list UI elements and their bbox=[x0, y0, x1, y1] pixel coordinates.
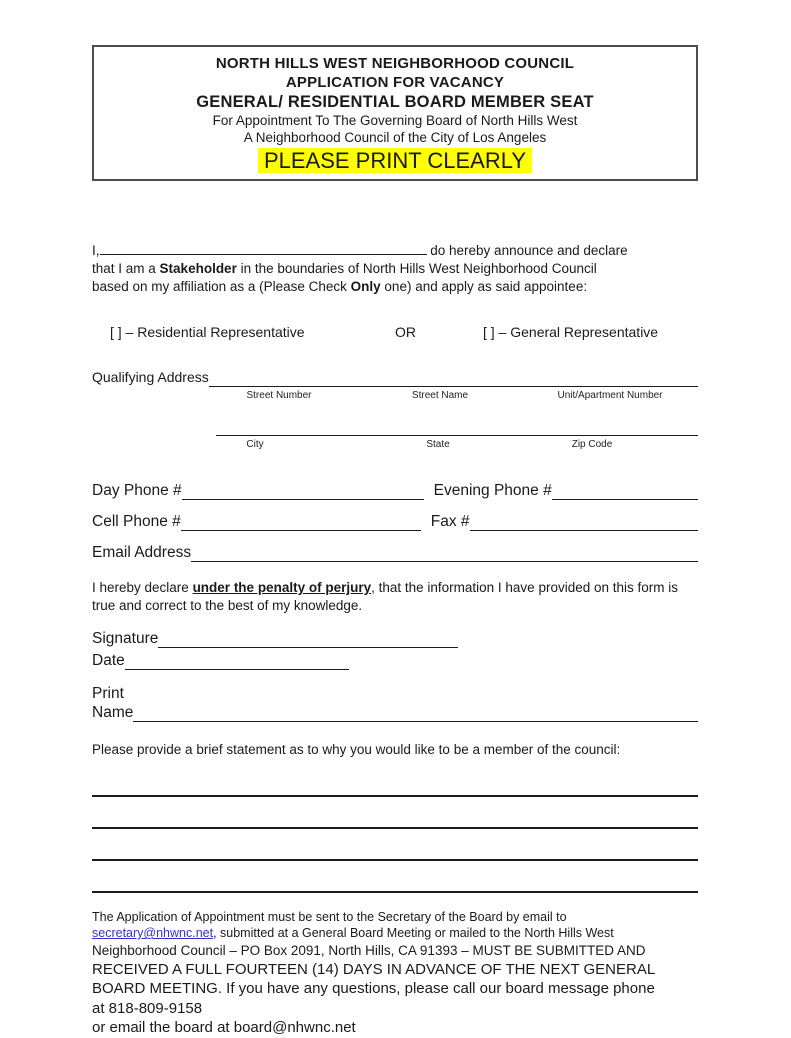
declaration-intro bbox=[92, 241, 698, 296]
statement-blank-line bbox=[92, 827, 698, 829]
cell-phone-label: Cell Phone # bbox=[92, 513, 181, 530]
evening-phone-blank bbox=[552, 495, 698, 500]
date-blank bbox=[125, 665, 349, 670]
applicant-name-blank bbox=[100, 241, 427, 255]
statement-prompt: Please provide a brief statement as to why you would like to be a member of the council: bbox=[92, 741, 621, 757]
only-bold: Only bbox=[350, 279, 381, 294]
signature-blank bbox=[158, 643, 458, 648]
signature-section bbox=[92, 629, 698, 722]
unit-apartment-caption: Unit/Apartment Number bbox=[557, 390, 663, 401]
statement-blank-line bbox=[92, 859, 698, 861]
perjury-pre: I hereby declare bbox=[92, 580, 193, 595]
residential-checkbox-option: [ ] – Residential Representative bbox=[110, 324, 305, 340]
qualifying-address-row2 bbox=[92, 430, 698, 436]
day-phone-label: Day Phone # bbox=[92, 482, 182, 499]
cell-phone-blank bbox=[181, 526, 421, 531]
form-title: APPLICATION FOR VACANCY bbox=[285, 74, 505, 91]
print-clearly-highlight: PLEASE PRINT CLEARLY bbox=[258, 148, 532, 173]
perjury-post: , that the information I have provided on this form is true and correct to the best of my knowledge. bbox=[92, 580, 679, 613]
fax-blank bbox=[470, 526, 698, 531]
instructions-line6: at 818-809-9158 bbox=[92, 999, 203, 1017]
instructions-line2 bbox=[92, 925, 698, 942]
zip-code-caption: Zip Code bbox=[571, 439, 613, 450]
seat-title: GENERAL/ RESIDENTIAL BOARD MEMBER SEAT bbox=[196, 93, 594, 111]
address-captions-row1 bbox=[92, 390, 698, 403]
street-number-caption: Street Number bbox=[246, 390, 312, 401]
print-name-blank bbox=[133, 717, 698, 722]
form-header-box bbox=[92, 45, 698, 181]
highlight-row bbox=[102, 148, 688, 173]
instructions-line3: Neighborhood Council – PO Box 2091, North Hills, CA 91393 – MUST BE SUBMITTED AND bbox=[92, 942, 646, 958]
instructions-line7: or email the board at board@nhwnc.net bbox=[92, 1019, 356, 1036]
day-evening-phone-row bbox=[92, 481, 698, 500]
qualifying-address-label: Qualifying Address bbox=[92, 369, 209, 385]
day-phone-blank bbox=[182, 495, 424, 500]
city-caption: City bbox=[246, 439, 264, 450]
address-line1-blank bbox=[209, 382, 698, 387]
statement-blank-line bbox=[92, 891, 698, 893]
intro-suffix: do hereby announce and declare bbox=[426, 243, 628, 258]
council-name: NORTH HILLS WEST NEIGHBORHOOD COUNCIL bbox=[215, 55, 575, 72]
secretary-email-link[interactable]: secretary@nhwnc.net bbox=[92, 926, 214, 940]
qualifying-address-row bbox=[92, 368, 698, 387]
intro-line3-pre: based on my affiliation as a (Please Check bbox=[92, 279, 351, 294]
email-row bbox=[92, 543, 698, 562]
intro-line2-pre: that I am a bbox=[92, 261, 160, 276]
signature-row bbox=[92, 629, 698, 648]
intro-line2-post: in the boundaries of North Hills West Neighborhood Council bbox=[236, 261, 597, 276]
name-label: Name bbox=[92, 703, 134, 721]
address-line2-blank bbox=[216, 431, 698, 436]
perjury-emphasis: under the penalty of perjury bbox=[192, 580, 372, 595]
contact-section bbox=[92, 481, 698, 562]
print-name-row bbox=[92, 703, 698, 722]
intro-prefix: I, bbox=[92, 243, 100, 258]
appointment-subtitle: For Appointment To The Governing Board of North Hills West bbox=[212, 113, 578, 128]
state-caption: State bbox=[426, 439, 450, 450]
date-label: Date bbox=[92, 651, 125, 669]
instructions-line1: The Application of Appointment must be sent to the Secretary of the Board by email to bbox=[92, 909, 567, 924]
general-checkbox-option: [ ] – General Representative bbox=[483, 324, 659, 340]
instructions-line4: RECEIVED A FULL FOURTEEN (14) DAYS IN ADVANCE OF THE NEXT GENERAL bbox=[92, 960, 656, 978]
cell-fax-row bbox=[92, 512, 698, 531]
intro-line3-post: one) and apply as said appointee: bbox=[380, 279, 588, 294]
print-label: Print bbox=[92, 684, 124, 702]
date-row bbox=[92, 651, 698, 670]
perjury-declaration bbox=[92, 579, 698, 615]
signature-label: Signature bbox=[92, 629, 159, 647]
statement-blank-line bbox=[92, 795, 698, 797]
representative-options-row bbox=[92, 324, 698, 342]
street-name-caption: Street Name bbox=[411, 390, 469, 401]
or-separator: OR bbox=[395, 324, 416, 340]
council-subtitle: A Neighborhood Council of the City of Los Angeles bbox=[243, 130, 547, 145]
instructions-line2-rest: , submitted at a General Board Meeting or mailed to the North Hills West bbox=[213, 926, 614, 940]
fax-label: Fax # bbox=[430, 513, 470, 530]
instructions-line5: BOARD MEETING. If you have any questions, please call our board message phone bbox=[92, 980, 655, 997]
stakeholder-bold: Stakeholder bbox=[159, 261, 237, 276]
email-blank bbox=[191, 557, 698, 562]
email-address-label: Email Address bbox=[92, 544, 192, 561]
submission-instructions bbox=[92, 909, 698, 1038]
evening-phone-label: Evening Phone # bbox=[433, 482, 552, 499]
address-captions-row2 bbox=[92, 439, 698, 452]
